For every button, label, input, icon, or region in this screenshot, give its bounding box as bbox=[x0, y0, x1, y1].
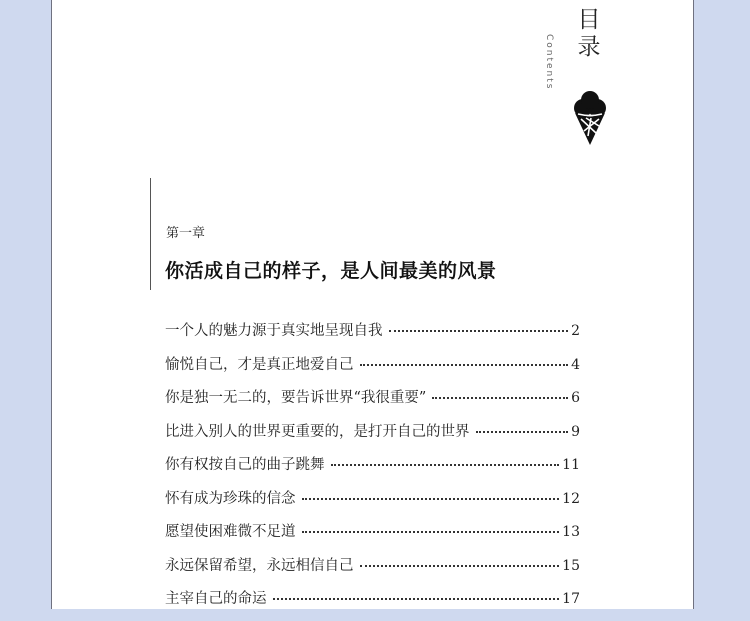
toc-leader-dots bbox=[360, 364, 569, 366]
toc-entry-title: 你有权按自己的曲子跳舞 bbox=[165, 457, 325, 473]
toc-leader-dots bbox=[302, 498, 560, 500]
toc-heading-char: 目 bbox=[577, 7, 601, 33]
toc-entry[interactable] bbox=[165, 386, 580, 420]
toc-entry[interactable] bbox=[165, 319, 580, 353]
toc-leader-dots bbox=[389, 330, 569, 332]
toc-entry-page: 17 bbox=[562, 591, 580, 607]
toc-entry[interactable] bbox=[165, 453, 580, 487]
toc-heading bbox=[576, 7, 602, 61]
toc-entry-title: 愉悦自己，才是真正地爱自己 bbox=[165, 356, 354, 373]
toc-entry-page: 12 bbox=[562, 490, 580, 507]
book-page bbox=[51, 0, 694, 609]
contents-subtitle: Contents bbox=[544, 34, 554, 91]
toc-leader-dots bbox=[360, 565, 560, 567]
toc-leader-dots bbox=[273, 598, 560, 600]
toc-entry[interactable] bbox=[165, 353, 580, 387]
toc-entry-title: 一个人的魅力源于真实地呈现自我 bbox=[165, 323, 383, 339]
ice-cream-cone-icon bbox=[572, 90, 608, 146]
chapter-title: 你活成自己的样子，是人间最美的风景 bbox=[165, 260, 497, 282]
toc-entry[interactable] bbox=[165, 554, 580, 588]
toc-entry[interactable] bbox=[165, 487, 580, 521]
toc-entry-page: 2 bbox=[571, 323, 580, 339]
toc-entry-page: 13 bbox=[562, 524, 580, 540]
toc-entry-page: 6 bbox=[571, 390, 580, 406]
toc-entry[interactable] bbox=[165, 520, 580, 554]
toc-entry-page: 11 bbox=[562, 457, 580, 473]
toc-entry-title: 永远保留希望，永远相信自己 bbox=[165, 557, 354, 574]
chapter-rule bbox=[150, 178, 151, 290]
toc-entry-title: 怀有成为珍珠的信念 bbox=[165, 490, 296, 507]
toc-leader-dots bbox=[302, 531, 560, 533]
toc-entry[interactable] bbox=[165, 587, 580, 621]
toc-entry-title: 你是独一无二的，要告诉世界“我很重要” bbox=[165, 390, 427, 406]
toc-entry-title: 主宰自己的命运 bbox=[165, 591, 267, 607]
toc-leader-dots bbox=[476, 431, 569, 433]
toc-entry-page: 4 bbox=[571, 356, 580, 373]
chapter-number: 第一章 bbox=[166, 226, 206, 241]
toc-leader-dots bbox=[331, 464, 560, 466]
toc-heading-char: 录 bbox=[577, 34, 601, 60]
toc-entry-title: 比进入别人的世界更重要的，是打开自己的世界 bbox=[165, 423, 470, 440]
toc-entry-title: 愿望使困难微不足道 bbox=[165, 524, 296, 540]
toc-entry-page: 9 bbox=[571, 423, 580, 440]
toc-list bbox=[165, 319, 580, 621]
toc-leader-dots bbox=[432, 397, 568, 399]
toc-entry-page: 15 bbox=[562, 557, 580, 574]
toc-entry[interactable] bbox=[165, 420, 580, 454]
